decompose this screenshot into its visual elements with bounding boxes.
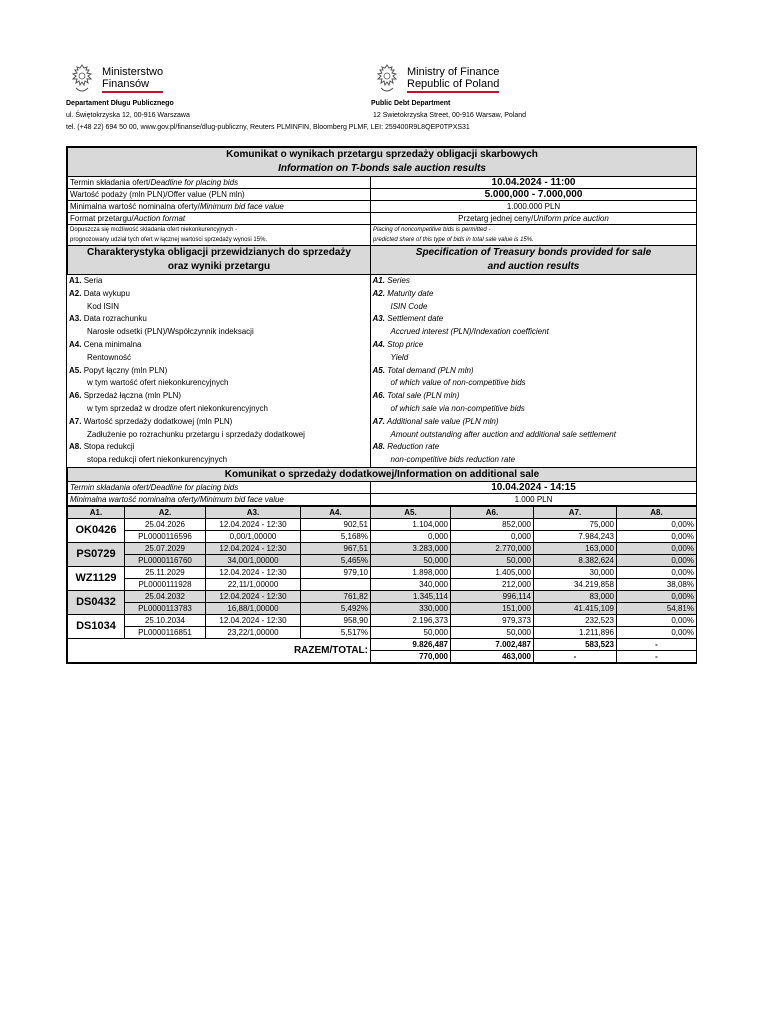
noncomp-note-en: Placing of noncompetitive bids is permitted - predicted share of this type of bids in total sale value is 15%. [371,225,697,246]
dept-en: Public Debt Department [371,100,451,107]
add-deadline-value: 10.04.2024 - 14:15 [371,481,697,493]
format-value: Przetarg jednej ceny/Uniform price auction [371,213,697,225]
spec-en: A1. Series [370,275,696,288]
bond-row [68,566,697,578]
sale: 996,114 [451,590,534,602]
sale-noncomp: 212,000 [451,578,534,590]
stop-price: 967,51 [301,542,371,554]
spec-row [67,429,696,442]
spec-en: A6. Total sale (PLN mln) [370,390,696,403]
spec-en: non-competitive bids reduction rate [370,454,696,467]
total-demand: 9.826,487 [371,638,451,650]
maturity: 25.10.2034 [125,614,206,626]
bond-row [68,530,697,542]
demand: 1.345,114 [371,590,451,602]
document-title: Komunikat o wynikach przetargu sprzedaży obligacji skarbowych Information on T-bonds sale auction results [68,148,697,177]
reduction-rate: 0,00% [617,566,697,578]
demand: 1.898,000 [371,566,451,578]
spec-pl: w tym sprzedaż w drodze ofert niekonkurencyjnych [87,403,268,413]
spec-en: ISIN Code [370,301,696,314]
total-reduction-noncomp: - [617,650,697,662]
bond-row [68,590,697,602]
spec-pl: A6. Sprzedaż łączna (mln PLN) [69,391,182,401]
spec-row [67,288,696,301]
add-minbid-value: 1.000 PLN [371,493,697,505]
auction-results-table [66,146,697,664]
spec-en: A4. Stop price [370,339,696,352]
bond-row [68,578,697,590]
yield: 5,465% [301,554,371,566]
isin: PL0000113783 [125,602,206,614]
demand-noncomp: 340,000 [371,578,451,590]
stop-price: 761,82 [301,590,371,602]
total-sale: 7.002,487 [451,638,534,650]
results-grid [67,506,697,663]
ministry-name-en: Ministry of Finance Republic of Poland [407,66,499,93]
stop-price: 979,10 [301,566,371,578]
spec-row [67,313,696,326]
accrued-interest: 23,22/1,00000 [206,626,301,638]
reduction-rate-noncomp: 0,00% [617,554,697,566]
maturity: 25.07.2029 [125,542,206,554]
spec-row [67,416,696,429]
isin: PL0000116760 [125,554,206,566]
deadline-value: 10.04.2024 - 11:00 [371,177,697,189]
additional-sale-title: Komunikat o sprzedaży dodatkowej/Information on additional sale [68,467,697,481]
dept-pl: Departament Długu Publicznego [66,100,174,107]
yield [301,578,371,590]
spec-en: Yield [370,352,696,365]
accrued-interest: 16,88/1,00000 [206,602,301,614]
spec-pl: A8. Stopa redukcji [69,442,135,452]
spec-row [67,352,696,365]
bond-series: OK0426 [68,518,125,542]
column-header: A5. [371,506,451,518]
demand-noncomp: 330,000 [371,602,451,614]
sale-noncomp: 50,000 [451,554,534,566]
reduction-rate: 0,00% [617,614,697,626]
sale: 852,000 [451,518,534,530]
spec-row [67,326,696,339]
reduction-rate-noncomp: 38,08% [617,578,697,590]
bond-series: PS0729 [68,542,125,566]
spec-en: A5. Total demand (PLN mln) [370,365,696,378]
maturity: 25.04.2026 [125,518,206,530]
spec-en: A3. Settlement date [370,313,696,326]
spec-en: of which value of non-competitive bids [370,377,696,390]
column-header: A3. [206,506,301,518]
format-label: Format przetargu/Auction format [68,213,371,225]
yield: 5,492% [301,602,371,614]
total-label: RAZEM/TOTAL: [68,638,371,662]
sale: 2.770,000 [451,542,534,554]
spec-pl: A1. Seria [69,276,103,285]
sale-noncomp: 151,000 [451,602,534,614]
outstanding: 8.382,624 [534,554,617,566]
add-deadline-label: Termin składania ofert/Deadline for placing bids [68,481,371,493]
spec-pl: A7. Wartość sprzedaży dodatkowej (mln PLN) [69,416,233,426]
noncomp-note-pl: Dopuszcza się możliwość składania ofert niekonkurencyjnych - prognozowany udział tych ofert w łącznej wartości sprzedaży wynosi 15%. [68,225,371,246]
outstanding: 1.211,896 [534,626,617,638]
additional-sale: 30,000 [534,566,617,578]
spec-pl: A4. Cena minimalna [69,339,142,349]
polish-eagle-icon [66,62,98,96]
yield: 5,168% [301,530,371,542]
bond-row [68,554,697,566]
total-reduction: - [617,638,697,650]
additional-sale: 163,000 [534,542,617,554]
spec-heading-pl: Charakterystyka obligacji przewidzianych do sprzedaży oraz wyniki przetargu [68,246,371,275]
bond-row [68,518,697,530]
settlement: 12.04.2024 - 12:30 [206,614,301,626]
reduction-rate-noncomp: 0,00% [617,626,697,638]
spec-pl: stopa redukcji ofert niekonkurencyjnych [87,455,228,465]
demand: 2.196,373 [371,614,451,626]
column-header: A1. [68,506,125,518]
additional-sale: 83,000 [534,590,617,602]
total-outstanding: - [534,650,617,662]
column-header: A2. [125,506,206,518]
spec-pl: A3. Data rozrachunku [69,314,147,324]
spec-row [67,377,696,390]
spec-en: Accrued interest (PLN)/Indexation coefficient [370,326,696,339]
spec-en: A8. Reduction rate [370,441,696,454]
column-header: A7. [534,506,617,518]
sale-noncomp: 0,000 [451,530,534,542]
spec-row [67,454,696,467]
offer-value: 5.000,000 - 7.000,000 [371,189,697,201]
demand-noncomp: 50,000 [371,626,451,638]
isin: PL0000111928 [125,578,206,590]
accrued-interest: 0,00/1,00000 [206,530,301,542]
address-pl: ul. Świętokrzyska 12, 00-916 Warszawa [66,112,190,119]
offer-label: Wartość podaży (mln PLN)/Offer value (PLN mln) [68,189,371,201]
reduction-rate-noncomp: 0,00% [617,530,697,542]
deadline-label: Termin składania ofert/Deadline for placing bids [68,177,371,189]
spec-pl: Narosłe odsetki (PLN)/Współczynnik indeksacji [87,327,254,337]
total-additional-sale: 583,523 [534,638,617,650]
settlement: 12.04.2024 - 12:30 [206,542,301,554]
spec-row [67,403,696,416]
yield: 5,517% [301,626,371,638]
spec-row [67,275,696,288]
outstanding: 41.415,109 [534,602,617,614]
bond-row [68,626,697,638]
spec-pl: A2. Data wykupu [69,288,130,298]
demand: 1.104,000 [371,518,451,530]
sale: 979,373 [451,614,534,626]
settlement: 12.04.2024 - 12:30 [206,590,301,602]
demand-noncomp: 50,000 [371,554,451,566]
spec-pl: Kod ISIN [87,301,120,311]
isin: PL0000116851 [125,626,206,638]
header-en [371,62,499,96]
outstanding: 7.984,243 [534,530,617,542]
address-en: 12 Swietokrzyska Street, 00-916 Warsaw, Poland [373,112,527,119]
spec-row [67,339,696,352]
bond-row [68,602,697,614]
additional-sale: 75,000 [534,518,617,530]
sale-noncomp: 50,000 [451,626,534,638]
spec-row [67,441,696,454]
accrued-interest: 22,11/1,00000 [206,578,301,590]
spec-pl: A5. Popyt łączny (mln PLN) [69,365,168,375]
column-header: A4. [301,506,371,518]
bond-row [68,614,697,626]
demand: 3.283,000 [371,542,451,554]
additional-sale: 232,523 [534,614,617,626]
bond-series: DS1034 [68,614,125,638]
spec-pl: Rentowność [87,352,132,362]
bond-series: WZ1129 [68,566,125,590]
ministry-name-pl: Ministerstwo Finansów [102,66,163,93]
spec-list [67,275,696,467]
header-pl [66,62,163,96]
accrued-interest: 34,00/1,00000 [206,554,301,566]
spec-en: Amount outstanding after auction and additional sale settlement [370,429,696,442]
sale: 1.405,000 [451,566,534,578]
minbid-label: Minimalna wartość nominalna oferty/Minimum bid face value [68,201,371,213]
demand-noncomp: 0,000 [371,530,451,542]
spec-row [67,365,696,378]
stop-price: 902,51 [301,518,371,530]
settlement: 12.04.2024 - 12:30 [206,518,301,530]
spec-en: of which sale via non-competitive bids [370,403,696,416]
isin: PL0000116596 [125,530,206,542]
column-header: A8. [617,506,697,518]
stop-price: 958,90 [301,614,371,626]
spec-pl: w tym wartość ofert niekonkurencyjnych [87,378,229,388]
bond-row [68,542,697,554]
spec-row [67,301,696,314]
maturity: 25.11.2029 [125,566,206,578]
settlement: 12.04.2024 - 12:30 [206,566,301,578]
polish-eagle-icon [371,62,403,96]
bond-series: DS0432 [68,590,125,614]
reduction-rate: 0,00% [617,518,697,530]
spec-row [67,390,696,403]
reduction-rate: 0,00% [617,590,697,602]
add-minbid-label: Minimalna wartość nominalna oferty/Minimum bid face value [68,493,371,505]
minbid-value: 1.000.000 PLN [371,201,697,213]
maturity: 25.04.2032 [125,590,206,602]
spec-pl: Zadłużenie po rozrachunku przetargu i sprzedaży dodatkowej [87,429,305,439]
column-header: A6. [451,506,534,518]
spec-en: A2. Maturity date [370,288,696,301]
reduction-rate-noncomp: 54,81% [617,602,697,614]
total-row [68,638,697,650]
spec-heading-en: Specification of Treasury bonds provided for sale and auction results [371,246,697,275]
total-sale-noncomp: 463,000 [451,650,534,662]
spec-en: A7. Additional sale value (PLN mln) [370,416,696,429]
contact-line: tel. (+48 22) 694 50 00, www.gov.pl/finanse/dlug-publiczny, Reuters PLMINFIN, Bloomberg PLMF, LEI: 259400R9L8QEP0TPXS31 [66,124,470,131]
total-demand-noncomp: 770,000 [371,650,451,662]
outstanding: 34.219,858 [534,578,617,590]
reduction-rate: 0,00% [617,542,697,554]
